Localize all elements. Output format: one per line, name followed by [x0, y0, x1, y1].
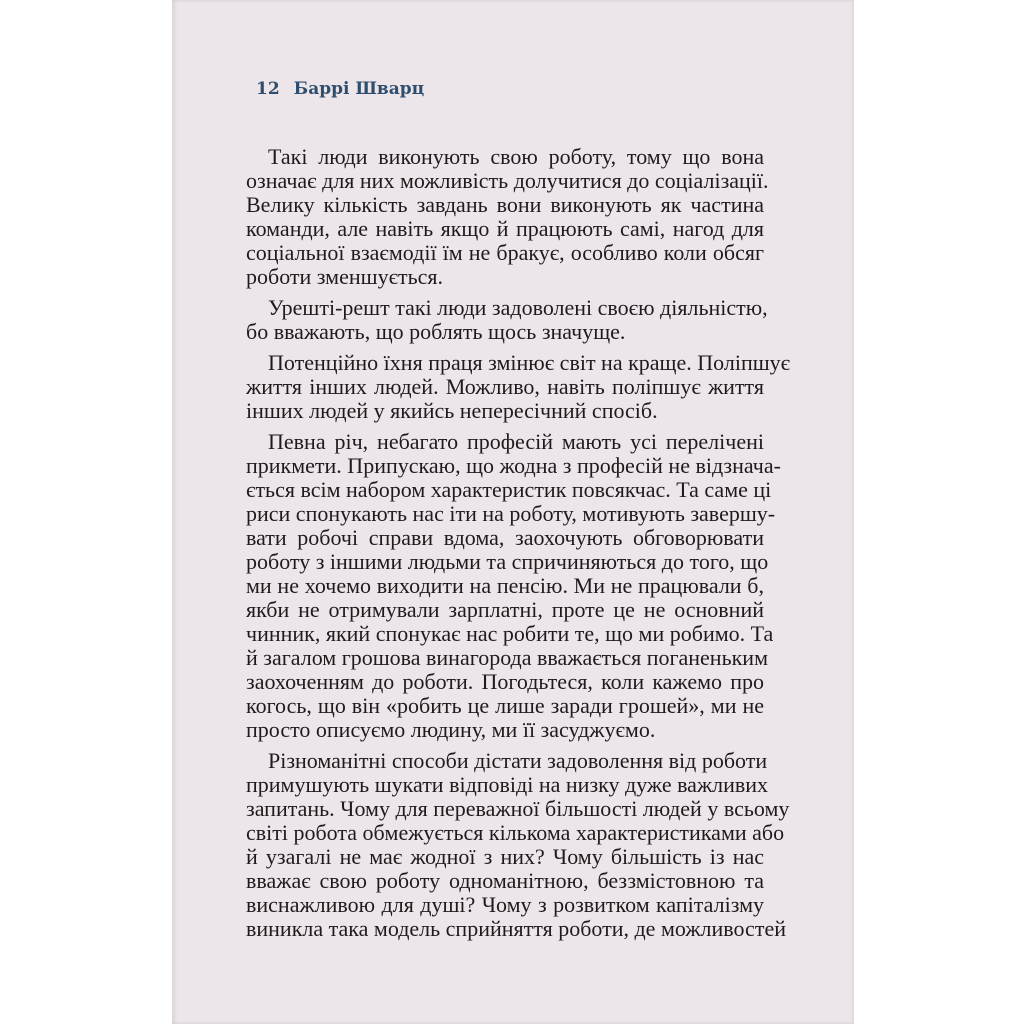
- text-line: прикмети. Припускаю, що жодна з професій не відзнача-: [246, 453, 781, 478]
- text-line: команди, але навіть якщо й працюють самі, нагод для: [246, 216, 764, 241]
- text-line: бо вважають, що роблять щось значуще.: [246, 319, 626, 344]
- page-number: 12: [256, 79, 280, 99]
- text-line: соціальної взаємодії їм не бракує, особливо коли обсяг: [246, 240, 764, 265]
- text-line: вати робочі справи вдома, заохочують обговорювати: [246, 525, 764, 550]
- text-line: й узагалі не має жодної з них? Чому більшість із нас: [246, 844, 764, 869]
- text-line: означає для них можливість долучитися до соціалізації.: [246, 168, 769, 193]
- text-line: Такі люди виконують свою роботу, тому що вона: [268, 144, 764, 169]
- text-line: Урешті-решт такі люди задоволені своєю діяльністю,: [268, 295, 768, 320]
- text-line: Певна річ, небагато професій мають усі перелічені: [268, 429, 764, 454]
- text-line: ється всім набором характеристик повсякчас. Та саме ці: [246, 477, 772, 502]
- text-line: Різноманітні способи дістати задоволення від роботи: [268, 748, 768, 773]
- text-line: чинник, який спонукає нас робити те, що ми робимо. Та: [246, 621, 774, 646]
- text-line: й загалом грошова винагорода вважається поганеньким: [246, 645, 768, 670]
- text-line: Велику кількість завдань вони виконують як частина: [246, 192, 764, 217]
- text-line: виснажливою для душі? Чому з розвитком капіталізму: [246, 892, 764, 917]
- text-line: примушують шукати відповіді на низку дуже важливих: [246, 772, 769, 797]
- text-line: якби не отримували зарплатні, проте це не основний: [246, 597, 764, 622]
- text-line: риси спонукають нас іти на роботу, мотивують завершу-: [246, 501, 776, 526]
- text-line: інших людей у якийсь непересічний спосіб.: [246, 398, 658, 423]
- text-line: запитань. Чому для переважної більшості людей у всьому: [246, 796, 790, 821]
- text-line: заохоченням до роботи. Погодьтеся, коли кажемо про: [246, 669, 764, 694]
- author-name: Баррі Шварц: [293, 79, 425, 99]
- text-line: Потенційно їхня праця змінює світ на краще. Поліпшує: [268, 350, 791, 375]
- text-line: світі робота обмежується кількома характеристиками або: [246, 820, 785, 845]
- text-line: життя інших людей. Можливо, навіть поліпшує життя: [246, 374, 764, 399]
- text-line: виникла така модель сприйняття роботи, де можливостей: [246, 916, 786, 941]
- running-head: [256, 79, 424, 99]
- text-line: когось, що він «робить це лише заради грошей», ми не: [246, 693, 764, 718]
- text-line: роботи зменшується.: [246, 264, 444, 289]
- text-line: просто описуємо людину, ми її засуджуємо.: [246, 717, 656, 742]
- text-line: вважає свою роботу одноманітною, беззмістовною та: [246, 868, 764, 893]
- text-line: роботу з іншими людьми та спричиняються до того, що: [246, 549, 769, 574]
- text-line: ми не хочемо виходити на пенсію. Ми не працювали б,: [246, 573, 764, 598]
